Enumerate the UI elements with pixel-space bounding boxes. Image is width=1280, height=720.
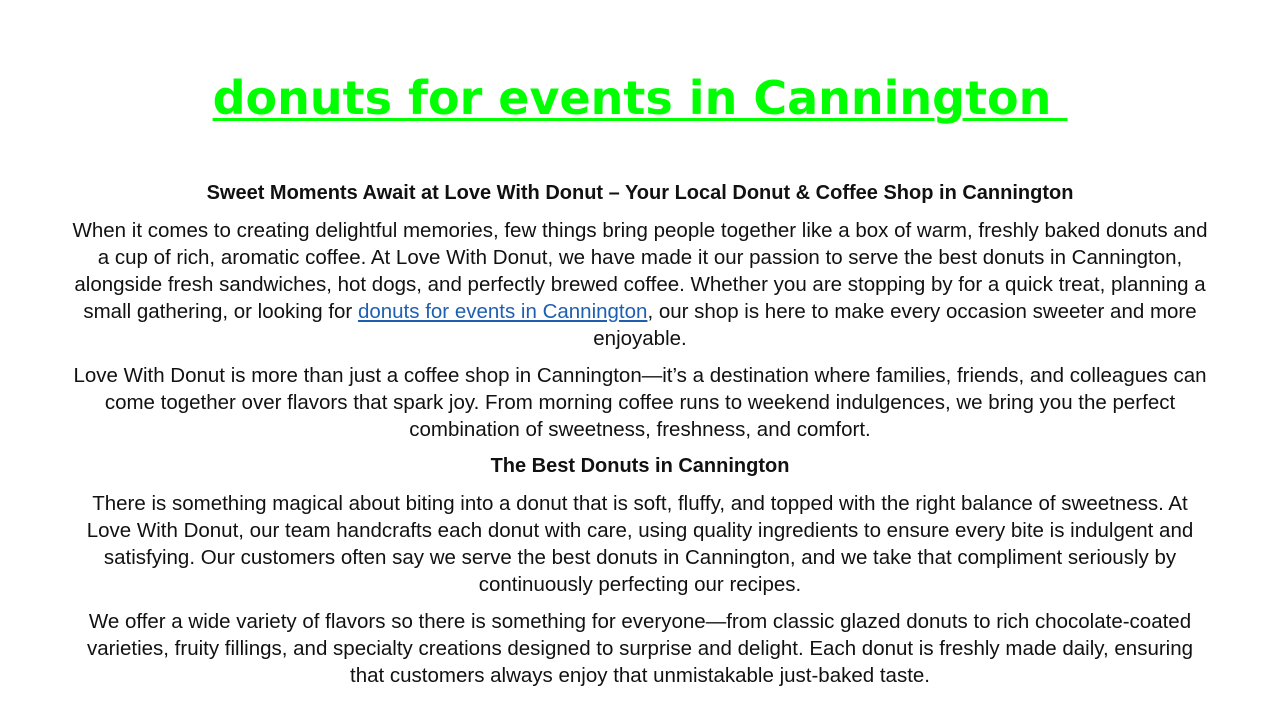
paragraph-intro-text-before: When it comes to creating delightful memories, few things bring people together like a box of warm, freshly baked donuts and a cup of rich, aromatic coffee. At Love With Donut, we have made it our passion to serve the best donuts in Cannington, alongside fresh sandwiches, hot dogs, and perfectly brewed coffee. Whether you are stopping by for a quick treat, planning a small gathering, or looking for xyxy=(72,219,1208,323)
title-container xyxy=(0,68,1280,128)
paragraph-intro-text-after: , our shop is here to make every occasion sweeter and more enjoyable. xyxy=(593,300,1197,350)
section-heading-best-donuts: The Best Donuts in Cannington xyxy=(490,455,790,477)
paragraph-handcrafted: There is something magical about biting into a donut that is soft, fluffy, and topped with the right balance of sweetness. At Love With Donut, our team handcrafts each donut with care, using quality ingredients to ensure every bite is indulgent and satisfying. Our customers often say we serve the best donuts in Cannington, and we take that compliment seriously by continuously perfecting our recipes. xyxy=(86,492,1194,596)
article-body xyxy=(68,180,1212,699)
donuts-for-events-link[interactable]: donuts for events in Cannington xyxy=(357,300,648,323)
page-title-link[interactable]: donuts for events in Cannington xyxy=(212,71,1068,125)
paragraph-flavors: We offer a wide variety of flavors so there is something for everyone—from classic glazed donuts to rich chocolate-coated varieties, fruity fillings, and specialty creations designed to surprise and delight. Each donut is freshly made daily, ensuring that customers always enjoy that unmistakable just-baked taste. xyxy=(86,610,1194,687)
paragraph-intro xyxy=(68,217,1212,352)
section-heading-sweet-moments: Sweet Moments Await at Love With Donut – Your Local Donut & Coffee Shop in Cannington xyxy=(206,182,1074,204)
paragraph-destination: Love With Donut is more than just a coffee shop in Cannington—it’s a destination where families, friends, and colleagues can come together over flavors that spark joy. From morning coffee runs to weekend indulgences, we bring you the perfect combination of sweetness, freshness, and comfort. xyxy=(73,364,1207,441)
